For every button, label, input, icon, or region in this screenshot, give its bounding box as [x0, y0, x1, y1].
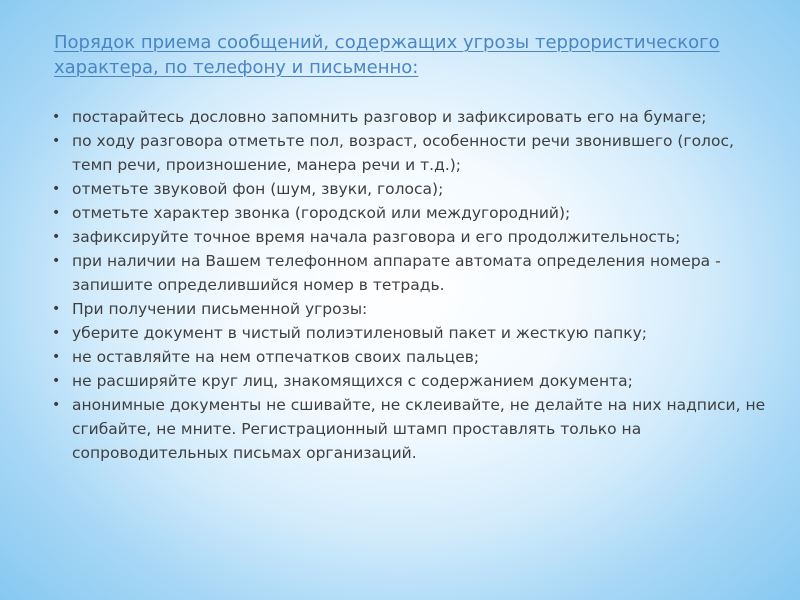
list-item-text: уберите документ в чистый полиэтиленовый пакет и жесткую папку; — [72, 324, 648, 342]
bullet-dot-icon: • — [52, 253, 61, 269]
slide-title: Порядок приема сообщений, содержащих угрозы террористического характера, по телефону и письменно: — [54, 32, 720, 78]
list-item — [50, 249, 770, 297]
list-item — [50, 105, 770, 129]
list-item-text: отметьте характер звонка (городской или междугородний); — [72, 204, 571, 222]
list-item-text: При получении письменной угрозы: — [72, 300, 368, 318]
list-item — [50, 297, 770, 321]
bullet-dot-icon: • — [52, 301, 61, 317]
list-item-text: постарайтесь дословно запомнить разговор и зафиксировать его на бумаге; — [72, 108, 707, 126]
list-item-text: не оставляйте на нем отпечатков своих пальцев; — [72, 348, 480, 366]
list-item — [50, 393, 770, 465]
bullet-dot-icon: • — [52, 205, 61, 221]
bullet-dot-icon: • — [52, 325, 61, 341]
list-item-text: отметьте звуковой фон (шум, звуки, голоса); — [72, 180, 444, 198]
list-item — [50, 201, 770, 225]
list-item-text: при наличии на Вашем телефонном аппарате автомата определения номера - запишите определившийся номер в тетрадь. — [72, 252, 721, 294]
bullet-dot-icon: • — [52, 109, 61, 125]
list-item-text: по ходу разговора отметьте пол, возраст, особенности речи звонившего (голос, темп речи, произношение, манера речи и т.д.); — [72, 132, 734, 174]
bullet-dot-icon: • — [52, 373, 61, 389]
list-item-text: зафиксируйте точное время начала разговора и его продолжительность; — [72, 228, 681, 246]
bullet-dot-icon: • — [52, 397, 61, 413]
list-item-text: не расширяйте круг лиц, знакомящихся с содержанием документа; — [72, 372, 633, 390]
bullet-list — [50, 105, 770, 465]
bullet-dot-icon: • — [52, 181, 61, 197]
bullet-dot-icon: • — [52, 229, 61, 245]
bullet-dot-icon: • — [52, 133, 61, 149]
list-item — [50, 369, 770, 393]
list-item — [50, 345, 770, 369]
list-item — [50, 177, 770, 201]
list-item — [50, 321, 770, 345]
list-item-text: анонимные документы не сшивайте, не склеивайте, не делайте на них надписи, не сгибайте, не мните. Регистрационный штамп проставлять только на сопроводительных письмах организаций. — [72, 396, 766, 462]
list-item — [50, 129, 770, 177]
bullet-dot-icon: • — [52, 349, 61, 365]
list-item — [50, 225, 770, 249]
